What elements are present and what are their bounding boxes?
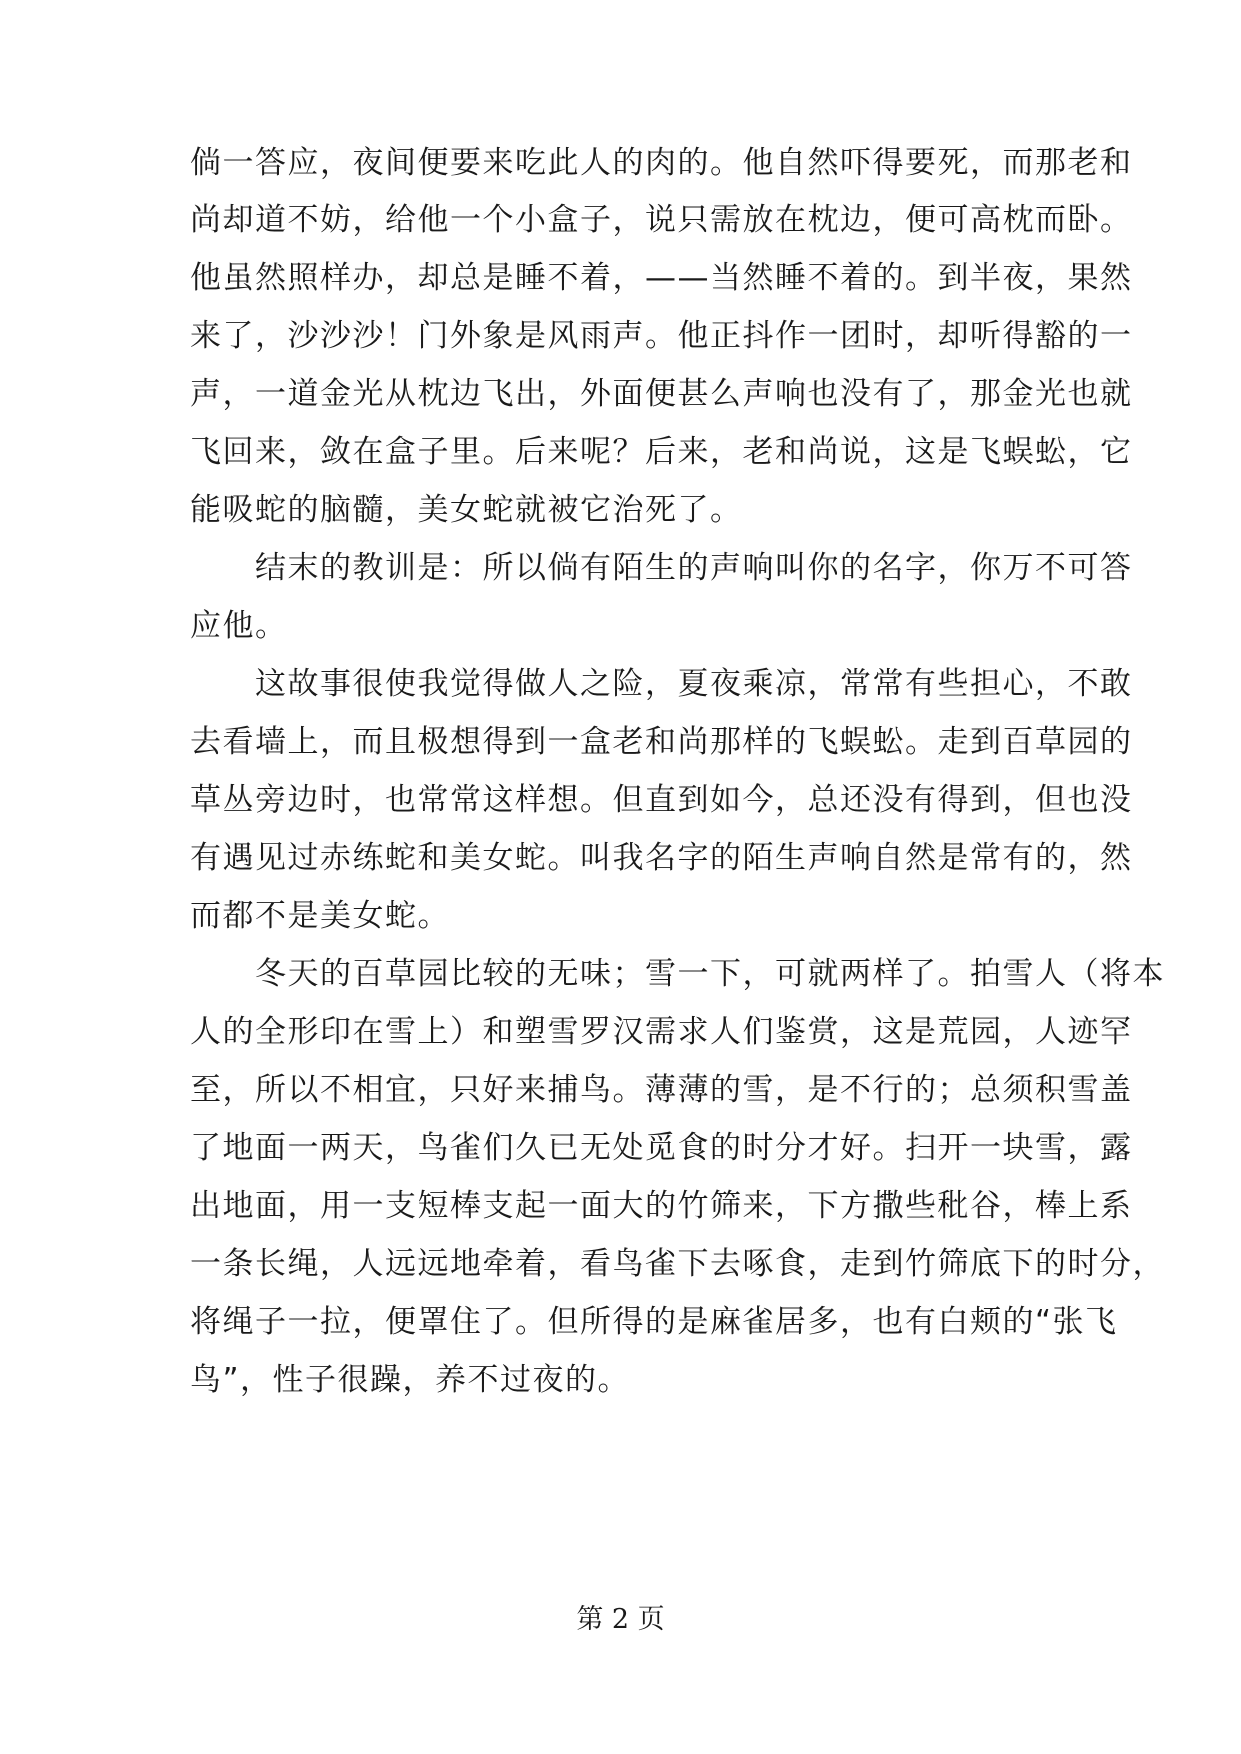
- text-line: 至，所以不相宜，只好来捕鸟。薄薄的雪，是不行的；总须积雪盖: [190, 1072, 1133, 1108]
- text-line: 鸟”，性子很躁，养不过夜的。: [190, 1362, 631, 1398]
- text-line: 来了，沙沙沙！门外象是风雨声。他正抖作一团时，却听得豁的一: [190, 318, 1133, 354]
- text-line: 一条长绳，人远远地牵着，看鸟雀下去啄食，走到竹筛底下的时分，: [190, 1246, 1165, 1282]
- text-line: 将绳子一拉，便罩住了。但所得的是麻雀居多，也有白颊的“张飞: [190, 1304, 1118, 1340]
- page-number: 第 2 页: [576, 1604, 665, 1635]
- text-line: 尚却道不妨，给他一个小盒子，说只需放在枕边，便可高枕而卧。: [190, 202, 1133, 238]
- text-line: 倘一答应，夜间便要来吃此人的肉的。他自然吓得要死，而那老和: [190, 145, 1133, 181]
- text-line: 飞回来，敛在盒子里。后来呢？后来，老和尚说，这是飞蜈蚣，它: [190, 434, 1133, 470]
- text-line: 这故事很使我觉得做人之险，夏夜乘凉，常常有些担心，不敢: [190, 666, 1133, 702]
- text-line: 应他。: [190, 608, 288, 644]
- text-line: 去看墙上，而且极想得到一盒老和尚那样的飞蜈蚣。走到百草园的: [190, 724, 1133, 760]
- text-line: 草丛旁边时，也常常这样想。但直到如今，总还没有得到，但也没: [190, 782, 1133, 818]
- text-line: 人的全形印在雪上）和塑雪罗汉需求人们鉴赏，这是荒园，人迹罕: [190, 1014, 1133, 1050]
- text-line: 他虽然照样办，却总是睡不着，——当然睡不着的。到半夜，果然: [190, 260, 1133, 296]
- text-line: 了地面一两天，鸟雀们久已无处觅食的时分才好。扫开一块雪，露: [190, 1130, 1133, 1166]
- text-line: 而都不是美女蛇。: [190, 898, 450, 934]
- text-line: 结末的教训是：所以倘有陌生的声响叫你的名字，你万不可答: [190, 550, 1133, 586]
- text-line: 冬天的百草园比较的无味；雪一下，可就两样了。拍雪人（将本: [190, 956, 1165, 992]
- text-line: 有遇见过赤练蛇和美女蛇。叫我名字的陌生声响自然是常有的，然: [190, 840, 1133, 876]
- text-line: 能吸蛇的脑髓，美女蛇就被它治死了。: [190, 492, 743, 528]
- text-line: 声，一道金光从枕边飞出，外面便甚么声响也没有了，那金光也就: [190, 376, 1133, 412]
- text-line: 出地面，用一支短棒支起一面大的竹筛来，下方撒些秕谷，棒上系: [190, 1188, 1133, 1224]
